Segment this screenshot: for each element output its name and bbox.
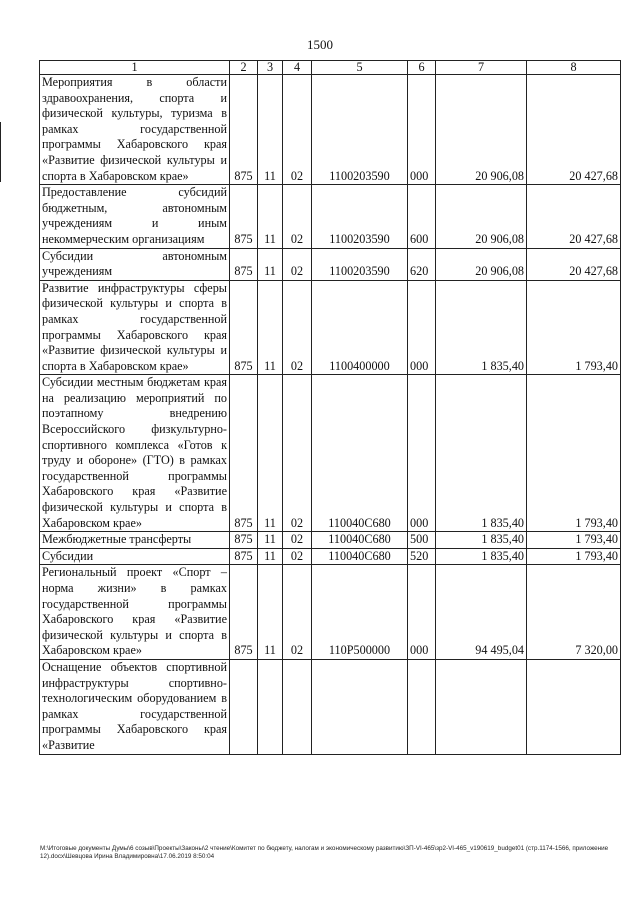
row-name: Предоставление субсидий бюджетным, автономным учреждениям и иным некоммерческим организациям — [40, 185, 230, 248]
cell-subsection: 02 — [283, 75, 312, 185]
table-row — [40, 375, 621, 532]
cell-subsection: 02 — [283, 548, 312, 565]
cell-admin-code: 875 — [230, 532, 258, 549]
cell-target-item: 110040С680 — [312, 375, 408, 532]
cell-section: 11 — [258, 75, 283, 185]
cell-target-item: 110040С680 — [312, 548, 408, 565]
cell-target-item: 110Р500000 — [312, 565, 408, 660]
cell-expense-type: 520 — [408, 548, 436, 565]
cell-amount-1 — [436, 659, 527, 754]
cell-target-item: 1100203590 — [312, 75, 408, 185]
cell-subsection: 02 — [283, 248, 312, 280]
cell-admin-code: 875 — [230, 248, 258, 280]
row-name: Развитие инфраструктуры сферы физической культуры и спорта в рамках государственной программы Хабаровского края «Развитие физической культуры и спорта в Хабаровском крае» — [40, 280, 230, 375]
column-header: 6 — [408, 61, 436, 75]
table-row — [40, 185, 621, 248]
cell-admin-code: 875 — [230, 75, 258, 185]
table-row — [40, 248, 621, 280]
cell-amount-1: 1 835,40 — [436, 532, 527, 549]
row-name: Региональный проект «Спорт – норма жизни» в рамках государственной программы Хабаровского края «Развитие физической культуры и спорта в Хабаровском крае» — [40, 565, 230, 660]
cell-amount-1: 20 906,08 — [436, 248, 527, 280]
table-row — [40, 75, 621, 185]
row-name: Оснащение объектов спортивной инфраструктуры спортивно-технологическим оборудованием в рамках государственной программы Хабаровского края «Развитие — [40, 659, 230, 754]
cell-target-item: 1100400000 — [312, 280, 408, 375]
cell-section: 11 — [258, 565, 283, 660]
cell-subsection: 02 — [283, 280, 312, 375]
row-name: Субсидии — [40, 548, 230, 565]
table-row — [40, 565, 621, 660]
cell-amount-2: 20 427,68 — [527, 185, 621, 248]
row-name: Субсидии местным бюджетам края на реализацию мероприятий по поэтапному внедрению Всероссийского физкультурно-спортивного комплекса «Готов к труду и обороне» (ГТО) в рамках государственной программы Хабаровского края «Развитие физической культуры и спорта в Хабаровском крае» — [40, 375, 230, 532]
row-name: Мероприятия в области здравоохранения, спорта и физической культуры, туризма в рамках государственной программы Хабаровского края «Развитие физической культуры и спорта в Хабаровском крае» — [40, 75, 230, 185]
page-number: 1500 — [307, 37, 333, 52]
document-path-footer: M:\Итоговые документы Думы\6 созыв\Проекты\Законы\2 чтение\Комитет по бюджету, налогам и экономическому развитию\ЗП-VI-465\зр2-VI-465_v190619_budget01 (стр.1174-1566, приложение 12).docx\Шевцова Ирина Владимировна\17.06.2019 8:50:04 — [40, 845, 609, 860]
cell-amount-1: 1 835,40 — [436, 375, 527, 532]
table-row — [40, 532, 621, 549]
cell-subsection: 02 — [283, 185, 312, 248]
margin-mark — [0, 122, 1, 182]
cell-amount-1: 20 906,08 — [436, 185, 527, 248]
cell-section: 11 — [258, 248, 283, 280]
cell-target-item: 110040С680 — [312, 532, 408, 549]
cell-expense-type — [408, 659, 436, 754]
cell-subsection: 02 — [283, 375, 312, 532]
table-row — [40, 548, 621, 565]
cell-expense-type: 000 — [408, 280, 436, 375]
cell-admin-code — [230, 659, 258, 754]
cell-section: 11 — [258, 375, 283, 532]
cell-target-item: 1100203590 — [312, 248, 408, 280]
cell-expense-type: 620 — [408, 248, 436, 280]
cell-section — [258, 659, 283, 754]
cell-section: 11 — [258, 185, 283, 248]
cell-amount-2: 1 793,40 — [527, 548, 621, 565]
cell-expense-type: 600 — [408, 185, 436, 248]
column-header: 3 — [258, 61, 283, 75]
cell-amount-2: 20 427,68 — [527, 75, 621, 185]
column-header: 2 — [230, 61, 258, 75]
cell-section: 11 — [258, 532, 283, 549]
cell-amount-2: 7 320,00 — [527, 565, 621, 660]
cell-section: 11 — [258, 548, 283, 565]
cell-expense-type: 500 — [408, 532, 436, 549]
table-header-row — [40, 61, 621, 75]
cell-subsection — [283, 659, 312, 754]
cell-admin-code: 875 — [230, 185, 258, 248]
cell-target-item — [312, 659, 408, 754]
cell-amount-2: 1 793,40 — [527, 532, 621, 549]
cell-subsection: 02 — [283, 565, 312, 660]
cell-target-item: 1100203590 — [312, 185, 408, 248]
column-header: 1 — [40, 61, 230, 75]
column-header: 4 — [283, 61, 312, 75]
cell-expense-type: 000 — [408, 375, 436, 532]
cell-amount-2 — [527, 659, 621, 754]
budget-table — [39, 60, 621, 755]
cell-section: 11 — [258, 280, 283, 375]
cell-subsection: 02 — [283, 532, 312, 549]
cell-expense-type: 000 — [408, 565, 436, 660]
row-name: Субсидии автономным учреждениям — [40, 248, 230, 280]
cell-admin-code: 875 — [230, 565, 258, 660]
cell-amount-1: 94 495,04 — [436, 565, 527, 660]
row-name: Межбюджетные трансферты — [40, 532, 230, 549]
cell-expense-type: 000 — [408, 75, 436, 185]
table-row — [40, 659, 621, 754]
cell-admin-code: 875 — [230, 280, 258, 375]
cell-amount-2: 1 793,40 — [527, 280, 621, 375]
column-header: 5 — [312, 61, 408, 75]
table-row — [40, 280, 621, 375]
cell-amount-1: 1 835,40 — [436, 280, 527, 375]
cell-admin-code: 875 — [230, 375, 258, 532]
cell-amount-2: 1 793,40 — [527, 375, 621, 532]
cell-amount-1: 20 906,08 — [436, 75, 527, 185]
cell-amount-2: 20 427,68 — [527, 248, 621, 280]
cell-amount-1: 1 835,40 — [436, 548, 527, 565]
cell-admin-code: 875 — [230, 548, 258, 565]
column-header: 8 — [527, 61, 621, 75]
column-header: 7 — [436, 61, 527, 75]
